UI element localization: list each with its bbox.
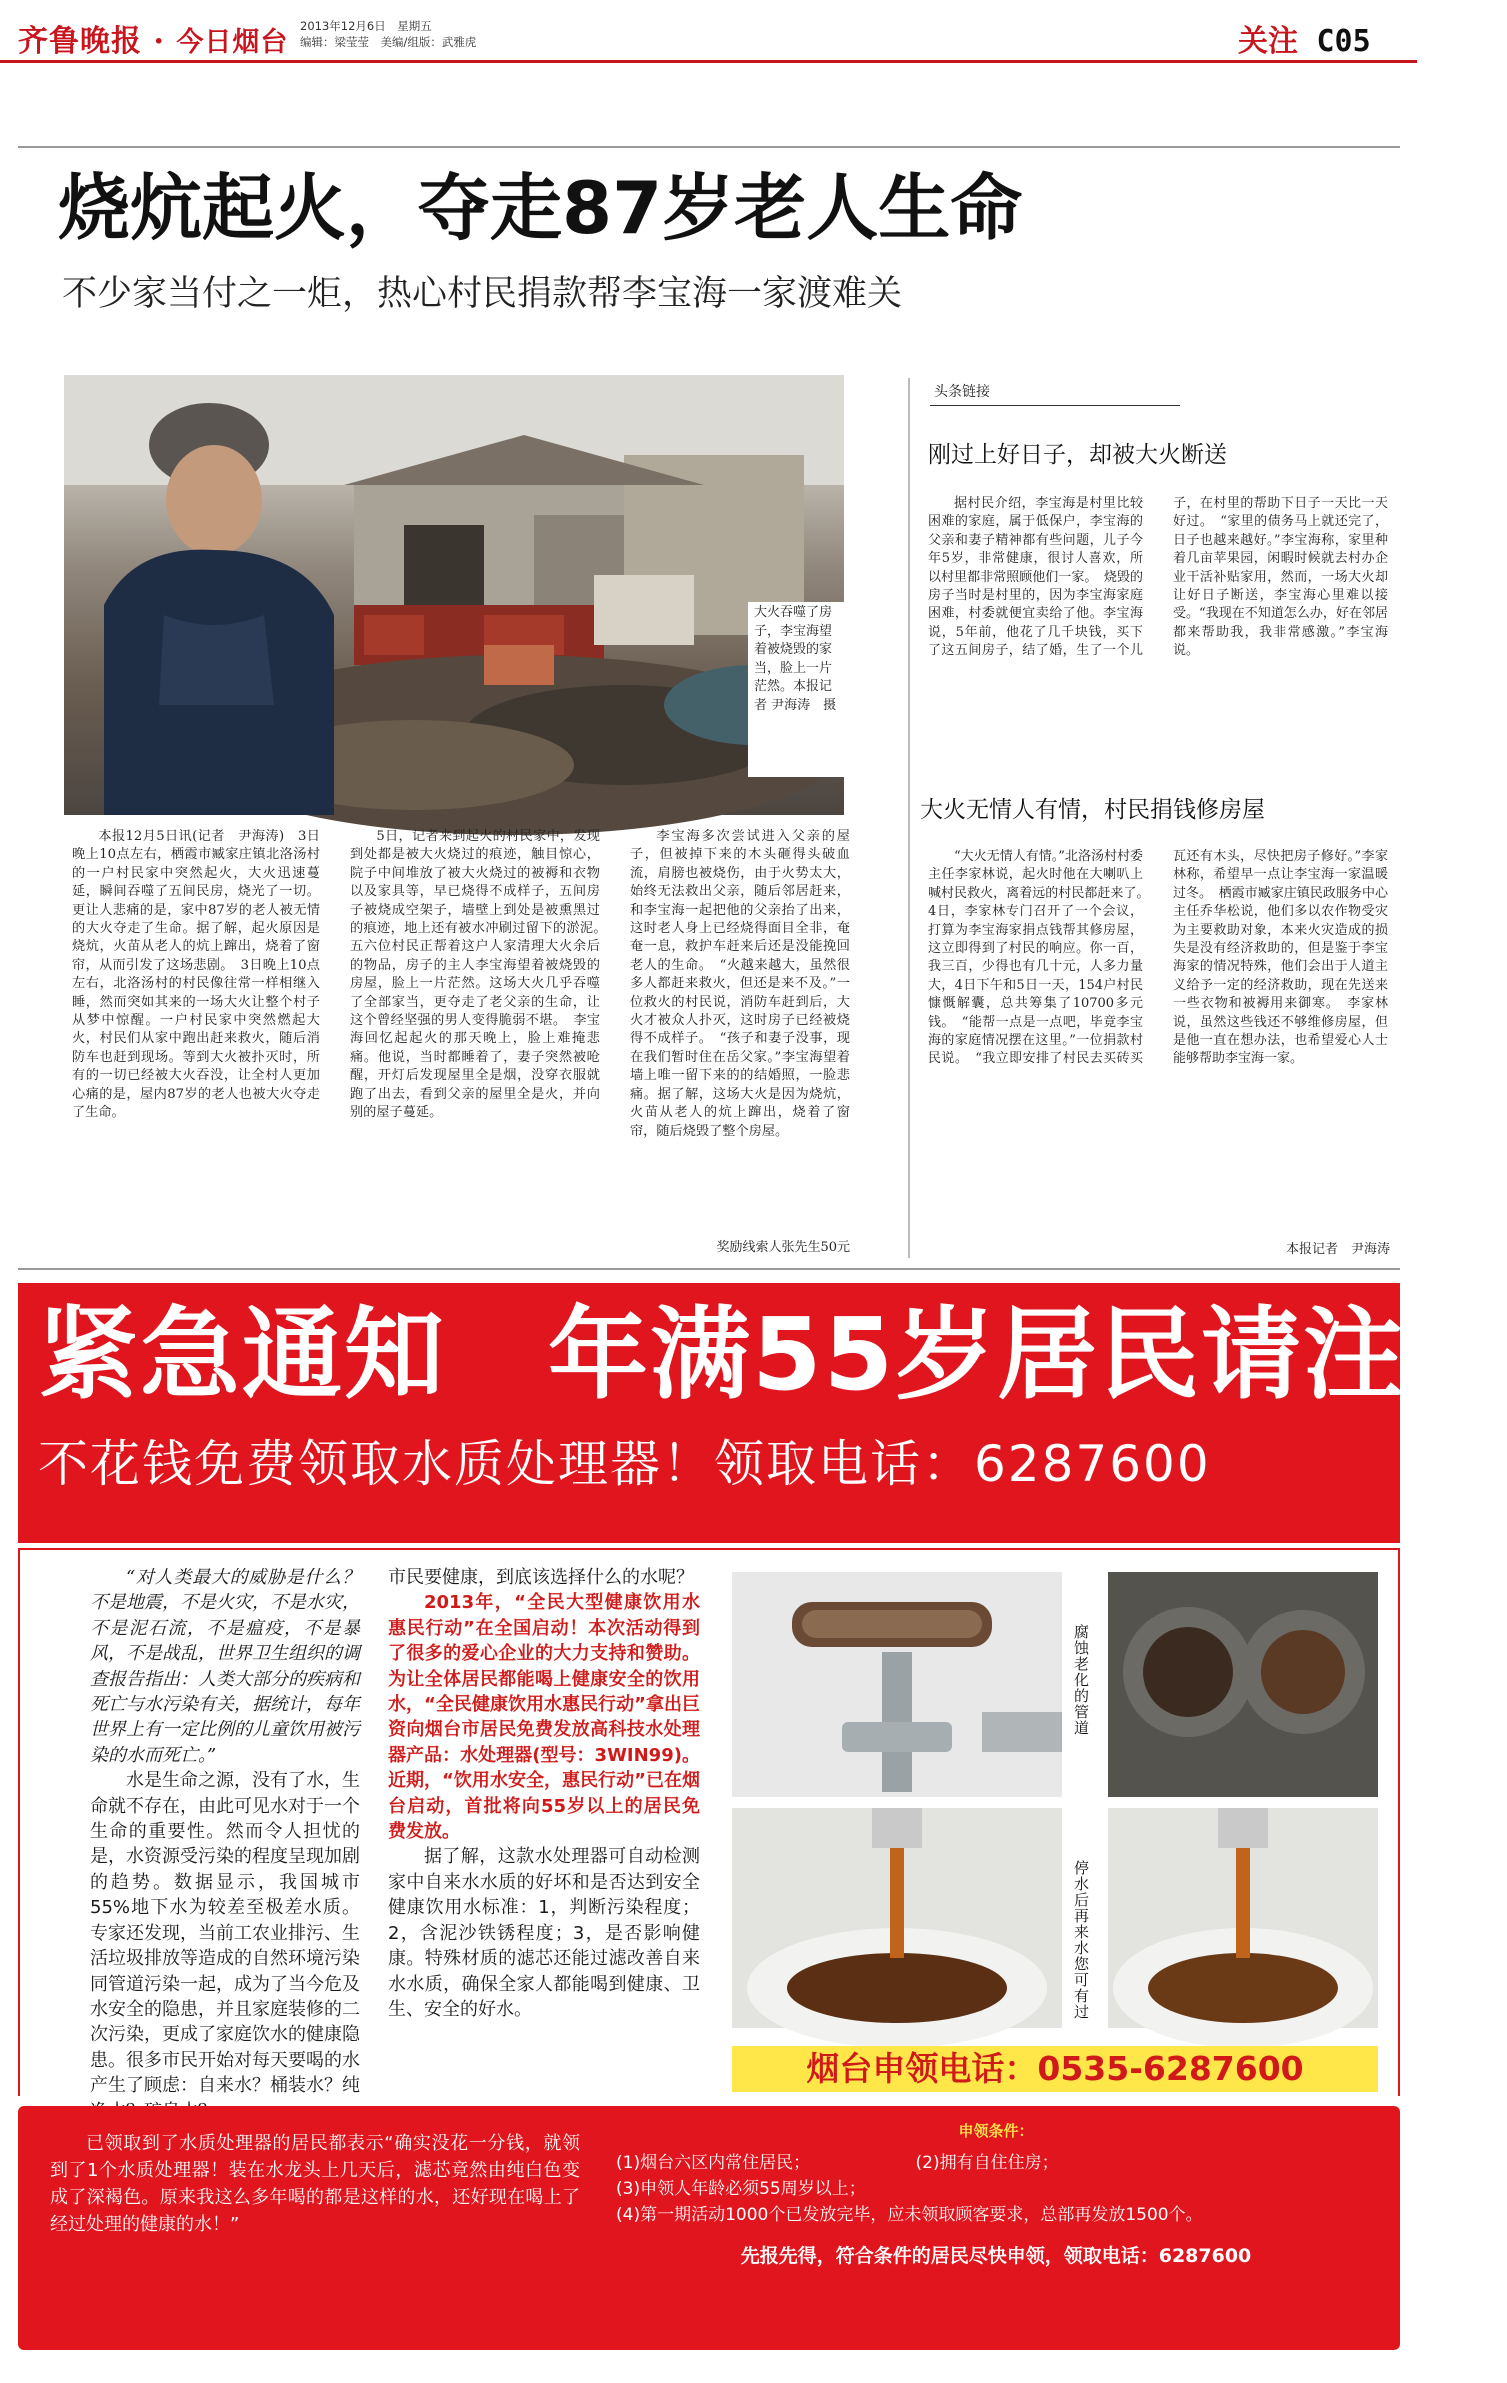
pipe-photo-1: [732, 1572, 1062, 1797]
ad-banner: [18, 1283, 1507, 1543]
sidebar-tag: [930, 380, 1180, 406]
phone-bar: [732, 2046, 1378, 2092]
phone-text: 烟台申领电话：0535-6287600: [806, 2049, 1304, 2088]
ad-col2-lead: 市民要健康，到底该选择什么的水呢？: [388, 1567, 694, 1588]
column-name: 关注: [1238, 24, 1298, 59]
article-text-2: 5日，记者来到起火的村民家中，发现到处都是被大火烧过的痕迹，触目惊心，院子中间堆放了被大火烧过的被褥和衣物以及家具等，早已烧得不成样子，五间房子被烧成空架子，墙壁上到处是被熏黑过的痕迹，地上还有被水冲刷过留下的淤泥。 五六位村民正帮着这户人家清理大火余后的物品，房子的主人李宝海望着被烧毁的房屋，脸上一片茫然。这场大火几乎吞噬了全部家当，更夺走了老父亲的生命，让这个曾经坚强的男人变得脆弱不堪。 李宝海回忆起起火的那天晚上，脸上难掩悲痛。他说，当时都睡着了，妻子突然被呛醒，开灯后发现屋里全是烟，没穿衣服就跑了出去，看到父亲的屋里全是火，并向别的屋子蔓延。: [350, 829, 614, 1121]
pipe-illustration-1: [732, 1572, 1062, 1797]
ad-col-1: [90, 1565, 360, 2097]
issue-date: 2013年12月6日: [300, 19, 386, 33]
subheadline: 不少家当付之一炬，热心村民捐款帮李宝海一家渡难关: [62, 274, 903, 314]
ad-col-2: [388, 1565, 700, 2065]
page-header: [0, 0, 1417, 70]
article-text-3: 李宝海多次尝试进入父亲的屋子，但被掉下来的木头砸得头破血流，肩膀也被烧伤，由于火势太大，始终无法救出父亲，随后邻居赶来，和李宝海一起把他的父亲抬了出来，这时老人身上已经烧得面目全非，奄奄一息，救护车赶来后还是没能挽回老人的生命。 “火越来越大，虽然很多人都赶来救火，但还是来不及。”一位救火的村民说，消防车赶到后，大火才被众人扑灭，这时房子已经被烧得不成样子。 “孩子和妻子没事，现在我们暂时住在岳父家。”李宝海望着墙上唯一留下来的的结婚照，一脸悲痛。据了解，这场大火是因为烧炕，火苗从老人的炕上蹿出，烧着了窗帘，随后烧毁了整个房屋。: [630, 829, 850, 1139]
editor-credit: 编辑：梁莹莹: [300, 35, 369, 49]
sidebar-body-2: [928, 848, 1388, 1238]
photo-caption: 大火吞噬了房子，李宝海望着被烧毁的家当，脸上一片茫然。本报记者 尹海涛 摄: [748, 602, 844, 777]
ad-col1-text: 水是生命之源，没有了水，生命就不存在，由此可见水对于一个生命的重要性。然而令人担忧的是，水资源受污染的程度呈现加剧的趋势。数据显示，我国城市55%地下水为较差至极差水质。专家还发现，当前工农业排污、生活垃圾排放等造成的自然环境污染同管道污染一起，成为了当今危及水安全的隐患，并且家庭装修的二次污染，更成了家庭饮水的健康隐患。很多市民开始对每天要喝的水产生了顾虑：自来水？桶装水？纯: [90, 1770, 360, 2097]
sidebar-title-2: 大火无情人有情，村民捐钱修房屋: [920, 797, 1265, 823]
issue-info: [300, 18, 700, 50]
sidebar-byline: 本报记者 尹海涛: [1285, 1242, 1390, 1257]
sidebar-body-1: [928, 495, 1388, 785]
ad-headline: 紧急通知 年满55岁居民请注意: [38, 1296, 1507, 1413]
article-col-3: [630, 828, 850, 1238]
masthead-name: 齐鲁晚报: [18, 24, 142, 59]
article-col-1: [72, 828, 320, 1256]
ad-col2-text: 据了解，这款水处理器可自动检测家中自来水水质的好坏和是否达到安全健康饮用水标准：1，判断污染程度；2，含泥沙铁锈程度；3，是否影响健康。特殊材质的滤芯还能过滤改善自来水水质，确保全家人都能喝到健康、卫生、安全的好水。: [388, 1846, 700, 2020]
condition-3: (3)申领人年龄必须55周岁以上；: [616, 2179, 866, 2199]
closing-line: 先报先得，符合条件的居民尽快申领，领取电话：6287600: [740, 2245, 1252, 2267]
photo-illustration: [64, 375, 844, 815]
ad-col2-red: 2013年，“全民大型健康饮用水惠民行动”在全国启动！本次活动得到了很多的爱心企业的大力支持和赞助。为让全体居民都能喝上健康安全的饮用水，“全民健康饮用水惠民行动”拿出巨资向烟台市居民免费发放高科技水处理器产品：水处理器(型号：3WIN99)。近期，“饮用水安全，惠民行动”已在烟台启动，首批将向55岁以上的居民免费发放。: [388, 1592, 700, 1843]
article-col-2: [350, 828, 614, 1256]
condition-row-1: [616, 2150, 1386, 2176]
conditions-box: [606, 2120, 1386, 2332]
water-photo-1: [732, 1808, 1062, 2028]
pipe-illustration-2: [1108, 1572, 1378, 1797]
ad-quote: “对人类最大的威胁是什么？不是地震，不是火灾，不是水灾，不是泥石流，不是瘟疫，不是暴风，不是战乱，世界卫生组织的调查报告指出：人类大部分的疾病和死亡与水污染有关，据统计，每年世界上有一定比例的儿童饮用被污染的水而死亡。”: [90, 1567, 360, 1766]
header-rule: [0, 60, 1417, 63]
water-illustration-2: [1108, 1808, 1378, 2028]
headline: 烧炕起火，夺走87岁老人生命: [58, 166, 1023, 250]
pipe-photo-2: [1108, 1572, 1378, 1797]
condition-1: (1)烟台六区内常住居民；: [616, 2153, 811, 2173]
fire-scene-photo: [64, 375, 844, 815]
conditions-title: 申领条件：: [958, 2122, 1034, 2140]
pipe-caption: 腐蚀老化的管道: [1072, 1624, 1090, 1736]
condition-2: (2)拥有自住住房；: [915, 2153, 1059, 2173]
section-divider: [18, 1268, 1400, 1270]
testimonial: 已领取到了水质处理器的居民都表示“确实没花一分钱，就领到了1个水质处理器！装在水龙头上几天后，滤芯竟然由纯白色变成了深褐色。原来我这么多年喝的都是这样的水，还好现在喝上了经过处理的健康的水！”: [50, 2133, 580, 2235]
water-caption: 停水后再来水您可有过: [1072, 1860, 1090, 2020]
sidebar-title-1: 刚过上好日子，却被大火断送: [928, 442, 1227, 468]
water-photo-2: [1108, 1808, 1378, 2028]
article-text-1: 本报12月5日讯(记者 尹海涛) 3日晚上10点左右，栖霞市臧家庄镇北洛汤村的一户村民家中突然起火，大火迅速蔓延，瞬间吞噬了五间民房，烧光了一切。更让人悲痛的是，家中87岁的老人被无情的大火夺走了生命。据了解，起火原因是烧炕，火苗从老人的炕上蹿出，烧着了窗帘，从而引发了这场悲剧。 3日晚上10点左右，北洛汤村的村民像往常一样相继入睡，然而突如其来的一场大火让整个村子从梦中惊醒。一户村民家中突然燃起大火，村民们从家中跑出赶来救火，随后消防车也赶到现场。等到大火被扑灭时，所有的一切已经被大火吞没，让全村人更加心痛的是，屋内87岁的老人也被大火夺走了生命。: [72, 829, 320, 1121]
sidebar-tag-text: 头条链接: [934, 384, 990, 400]
condition-4: (4)第一期活动1000个已发放完毕，应未领取顾客要求，总部再发放1500个。: [616, 2205, 1203, 2225]
page-label: [1238, 16, 1371, 60]
article-top-rule: [18, 146, 1400, 148]
ad-footer: [18, 2106, 1400, 2350]
water-illustration-1: [732, 1808, 1062, 2028]
issue-weekday: 星期五: [397, 19, 432, 33]
section-name: 今日烟台: [176, 27, 289, 58]
conditions-list: [606, 2150, 1386, 2228]
sidebar-text-1: 据村民介绍，李宝海是村里比较困难的家庭，属于低保户，李宝海的父亲和妻子精神都有些问题，儿子今年5岁，非常健康，很讨人喜欢，所以村里都非常照顾他们一家。 烧毁的房子当时是村里的，因为李宝海家庭困难，村委就便宜卖给了他。李宝海说，5年前，他花了几千块钱，买下了这五间房子，结了婚，生了一个儿子，在村里的帮助下日子一天比一天好过。 “家里的债务马上就还完了，日子也越来越好。”李宝海称，家里种着几亩苹果园，闲暇时候就去村办企业干活补贴家用，然而，一场大火却让好日子断送，李宝海心里难以接受。“我现在不知道怎么办，好在邻居都来帮助我，我非常感激。”李宝海说。: [928, 496, 1388, 659]
ad-subline: 不花钱免费领取水质处理器！领取电话：6287600: [38, 1435, 1211, 1493]
designer-credit: 美编/组版：武雅虎: [380, 35, 477, 49]
sidebar-text-2: “大火无情人有情。”北洛汤村村委主任李家林说，起火时他在大喇叭上喊村民救火，离着远的村民都赶来了。 4日，李家林专门召开了一个会议，打算为李宝海家捐点钱帮其修房屋，这立即得到了村民的响应。你一百，我三百，少得也有几十元，人多力量大，4日下午和5日一天，154户村民慷慨解囊，总共筹集了10700多元钱。 “能帮一点是一点吧，毕竟李宝海的家庭情况摆在这里。”一位捐款村民说。 “我立即安排了村民去买砖买瓦还有木头，尽快把房子修好。”李家林称，希望早一点让李宝海一家温暖过冬。 栖霞市臧家庄镇民政服务中心主任乔华松说，他们多以农作物受灾为主要救助对象，本来火灾造成的损失是没有经济救助的，但是鉴于李宝海家的情况特殊，他们会出于人道主义给予一定的经济救助，现在先送来一些衣物和被褥用来御寒。 李家林说，虽然这些钱还不够维修房屋，但是他一直在想办法，也希望爱心人士能够帮助李宝海一家。: [928, 849, 1388, 1067]
page-number: C05: [1316, 24, 1371, 59]
prize-note: 奖励线索人张先生50元: [716, 1240, 850, 1255]
masthead: 齐鲁晚报 · 今日烟台: [18, 24, 289, 59]
